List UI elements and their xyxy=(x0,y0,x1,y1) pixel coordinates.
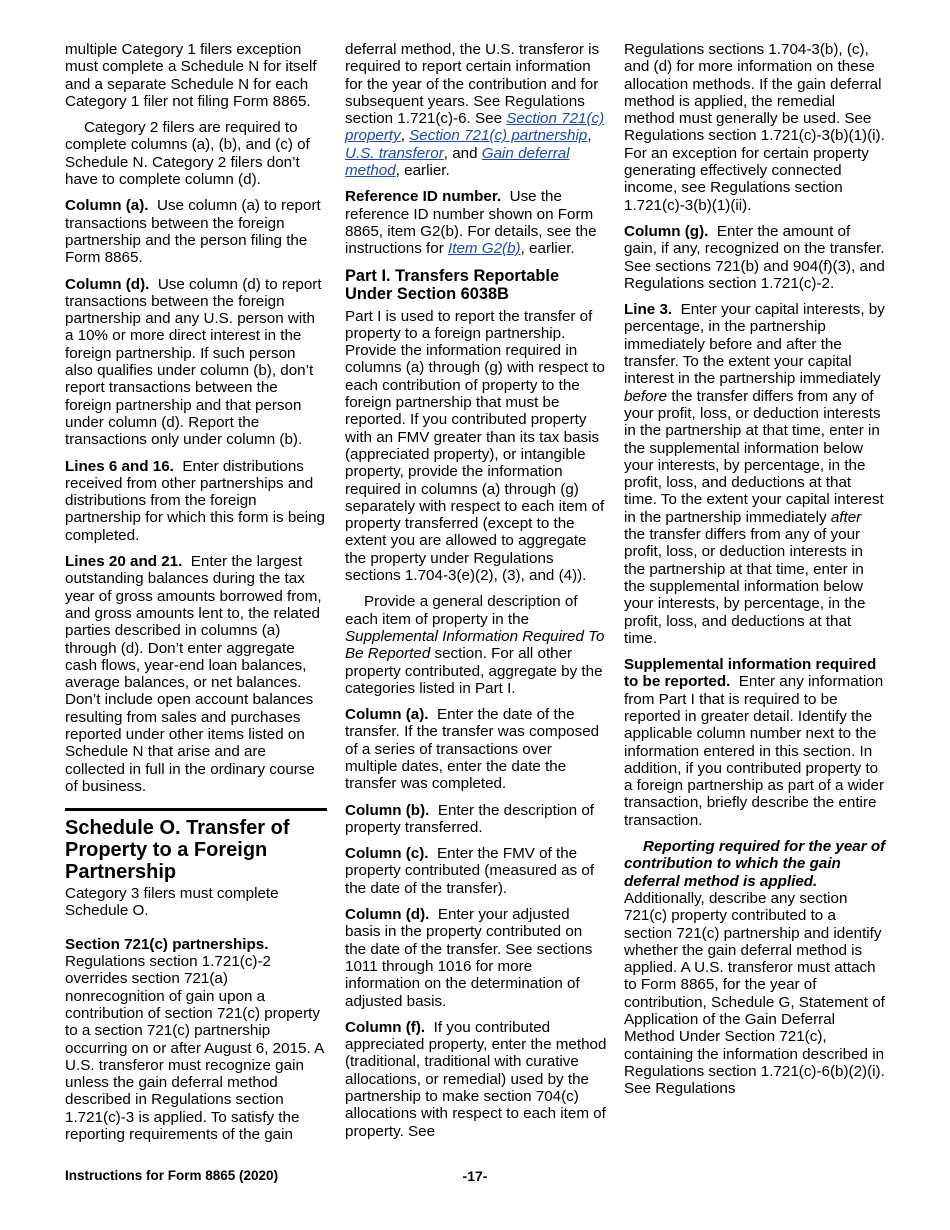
reporting-required-heading: Reporting required for the year of contribution to which the gain deferral method is applied. xyxy=(624,838,886,890)
paragraph-schedule-o-intro: Category 3 filers must complete Schedule O. xyxy=(65,885,279,920)
link-section-721c-partnership[interactable]: Section 721(c) partnership xyxy=(409,127,588,145)
part-1-heading: Part I. Transfers Reportable Under Section 6038B xyxy=(345,266,560,303)
paragraph-part1-column-c: Column (c). Enter the FMV of the property contributed (measured as of the date of the transfer). xyxy=(345,845,595,897)
part1-column-c-heading: Column (c). xyxy=(345,845,429,863)
column-right xyxy=(624,41,886,1107)
paragraph-part1-column-a: Column (a). Enter the date of the transfer. If the transfer was composed of a series of transactions over multiple dates, enter the date the transfer was completed. xyxy=(345,706,600,793)
page-number: -17- xyxy=(462,1168,488,1184)
lines-6-16-heading: Lines 6 and 16. xyxy=(65,457,174,475)
part1-column-a-heading: Column (a). xyxy=(345,706,429,724)
paragraph-line-3: Line 3. Enter your capital interests, by percentage, in the partnership immediately before and after the transfer. To the extent your capital interest in the partnership immediately before the transfer differs from any of your profit, loss, or deduction interests in the partnership at that time, enter in the supplemental information below your interests, by percentage, in the profit, loss, and deductions at that time. To the extent your capital interest in the partnership immediately after the transfer differs from any of your profit, loss, or deduction interests in the partnership at that time, enter in the supplemental information below your interests, by percentage, in the profit, loss, and deductions at that time. xyxy=(624,301,885,647)
paragraph-lines-6-16: Lines 6 and 16. Enter distributions received from other partnerships and distributions from the foreign partnership for which this form is being completed. xyxy=(65,457,325,544)
paragraph-section-721c: Section 721(c) partnerships. Regulations section 1.721(c)-2 overrides section 721(a) nonrecognition of gain upon a contribution of section 721(c) property to a section 721(c) partnership occurring on or after August 6, 2015. A U.S. transferor must recognize gain unless the gain deferral method described in Regulations section 1.721(c)-3 is applied. To satisfy the reporting requirements of the gain xyxy=(65,935,324,1144)
paragraph-general-description: Provide a general description of each item of property in the Supplemental Information Required To Be Reported section. For all other property contributed, aggregate by the categories listed in Part I. xyxy=(345,593,605,697)
schedule-divider xyxy=(65,808,327,811)
part1-column-d-heading: Column (d). xyxy=(345,906,430,924)
paragraph-part1-column-d: Column (d). Enter your adjusted basis in the property contributed on the date of the transfer. See sections 1011 through 1016 for more information on the determination of adjusted basis. xyxy=(345,906,593,1010)
paragraph-column-a: Column (a). Use column (a) to report transactions between the foreign partnership and the person filing the Form 8865. xyxy=(65,197,321,267)
paragraph-column-d: Column (d). Use column (d) to report transactions between the foreign partnership and any U.S. person with a 10% or more direct interest in the foreign partnership. If such person also qualifies under column (b), don’t report transactions between the foreign partnership and that person under column (d). Report the transactions only under column (b). xyxy=(65,275,322,449)
paragraph-supplemental-info: Supplemental information required to be reported. Enter any information from Part I that is required to be reported in greater detail. Identify the applicable column number next to the information entered in this section. In addition, if you contributed property to a foreign partnership as part of a wider transaction, briefly describe the entire transaction. xyxy=(624,656,885,829)
column-a-heading: Column (a). xyxy=(65,197,149,215)
footer-form-title: Instructions for Form 8865 (2020) xyxy=(65,1168,279,1183)
paragraph-reporting-required: Reporting required for the year of contribution to which the gain deferral method is applied. Additionally, describe any section 721(c) property contributed to a section 721(c) partnership and identify whether the gain deferral method is applied. A U.S. transferor must attach to Form 8865, for the year of contribution, Schedule G, Statement of Application of the Gain Deferral Method Under Section 721(c), containing the information described in Regulations section 1.721(c)-6(b)(2)(i). See Regulations xyxy=(624,838,886,1098)
paragraph-part-1: Part I is used to report the transfer of property to a foreign partnership. Provide the information required in columns (a) through (g) with respect to each contribution of property to the foreign partnership that must be reported. If you contributed property with an FMV greater than its tax basis (appreciated property), or intangible property, provide the information required in columns (a) through (g) separately with respect to each item of property transferred (except to the extent you are allowed to aggregate the property under Regulations sections 1.704-3(e)(2), (3), and (4)). xyxy=(345,307,605,585)
column-d-heading: Column (d). xyxy=(65,275,150,293)
link-gain-deferral-method[interactable]: Gain deferral method xyxy=(345,144,570,180)
supplemental-info-heading: Supplemental information required to be reported. xyxy=(624,656,877,691)
paragraph-category1-exception: multiple Category 1 filers exception must complete a Schedule N for itself and a separate Schedule N for each Category 1 filer not filing Form 8865. xyxy=(65,41,317,110)
line-3-heading: Line 3. xyxy=(624,301,673,319)
paragraph-category2: Category 2 filers are required to complete columns (a), (b), and (c) of Schedule N. Category 2 filers don’t have to complete column (d). xyxy=(65,119,310,189)
part1-column-b-heading: Column (b). xyxy=(345,801,430,819)
schedule-o-heading: Schedule O. Transfer of Property to a Foreign Partnership xyxy=(65,817,290,884)
paragraph-part1-column-b: Column (b). Enter the description of property transferred. xyxy=(345,801,594,836)
paragraph-reference-id: Reference ID number. Use the reference ID number shown on Form 8865, item G2(b). For details, see the instructions for Item G2(b), earlier. xyxy=(345,188,597,258)
column-middle xyxy=(345,41,607,1149)
column-left xyxy=(65,41,327,1152)
paragraph-part1-column-f: Column (f). If you contributed appreciated property, enter the method (traditional, traditional with curative allocations, or remedial) used by the partnership to make section 704(c) allocations with respect to each item of property. See xyxy=(345,1018,607,1140)
paragraph-allocation-methods: Regulations sections 1.704-3(b), (c), and (d) for more information on these allocation methods. If the gain deferral method is applied, the remedial method must generally be used. See Regulations section 1.721(c)-3(b)(1)(i). For an exception for certain property generating effectively connected income, see Regulations section 1.721(c)-3(b)(1)(ii). xyxy=(624,41,885,214)
part1-column-f-heading: Column (f). xyxy=(345,1018,426,1036)
paragraph-lines-20-21: Lines 20 and 21. Enter the largest outstanding balances during the tax year of gross amounts borrowed from, and gross amounts lent to, the related parties described in columns (a) through (d). Don’t enter aggregate cash flows, year-end loan balances, average balances, or net balances. Don’t include open account balances resulting from sales and purchases reported under other items listed on Schedule N that arise and are collected in full in the ordinary course of business. xyxy=(65,553,322,795)
link-section-721c-property[interactable]: Section 721(c) property xyxy=(345,110,605,145)
section-721c-heading: Section 721(c) partnerships. xyxy=(65,935,269,953)
reference-id-heading: Reference ID number. xyxy=(345,188,502,206)
paragraph-deferral-method: deferral method, the U.S. transferor is required to report certain information for the year of the contribution and for subsequent years. See Regulations section 1.721(c)-6. See Section 721(c) property, Section 721(c) partnership, U.S. transferor, and Gain deferral method, earlier. xyxy=(345,41,605,180)
link-item-g2b[interactable]: Item G2(b) xyxy=(448,240,521,258)
paragraph-column-g: Column (g). Enter the amount of gain, if any, recognized on the transfer. See sections 721(b) and 904(f)(3), and Regulations section 1.721(c)-2. xyxy=(624,222,885,292)
lines-20-21-heading: Lines 20 and 21. xyxy=(65,553,183,571)
column-g-heading: Column (g). xyxy=(624,222,709,240)
link-us-transferor[interactable]: U.S. transferor xyxy=(345,144,444,162)
